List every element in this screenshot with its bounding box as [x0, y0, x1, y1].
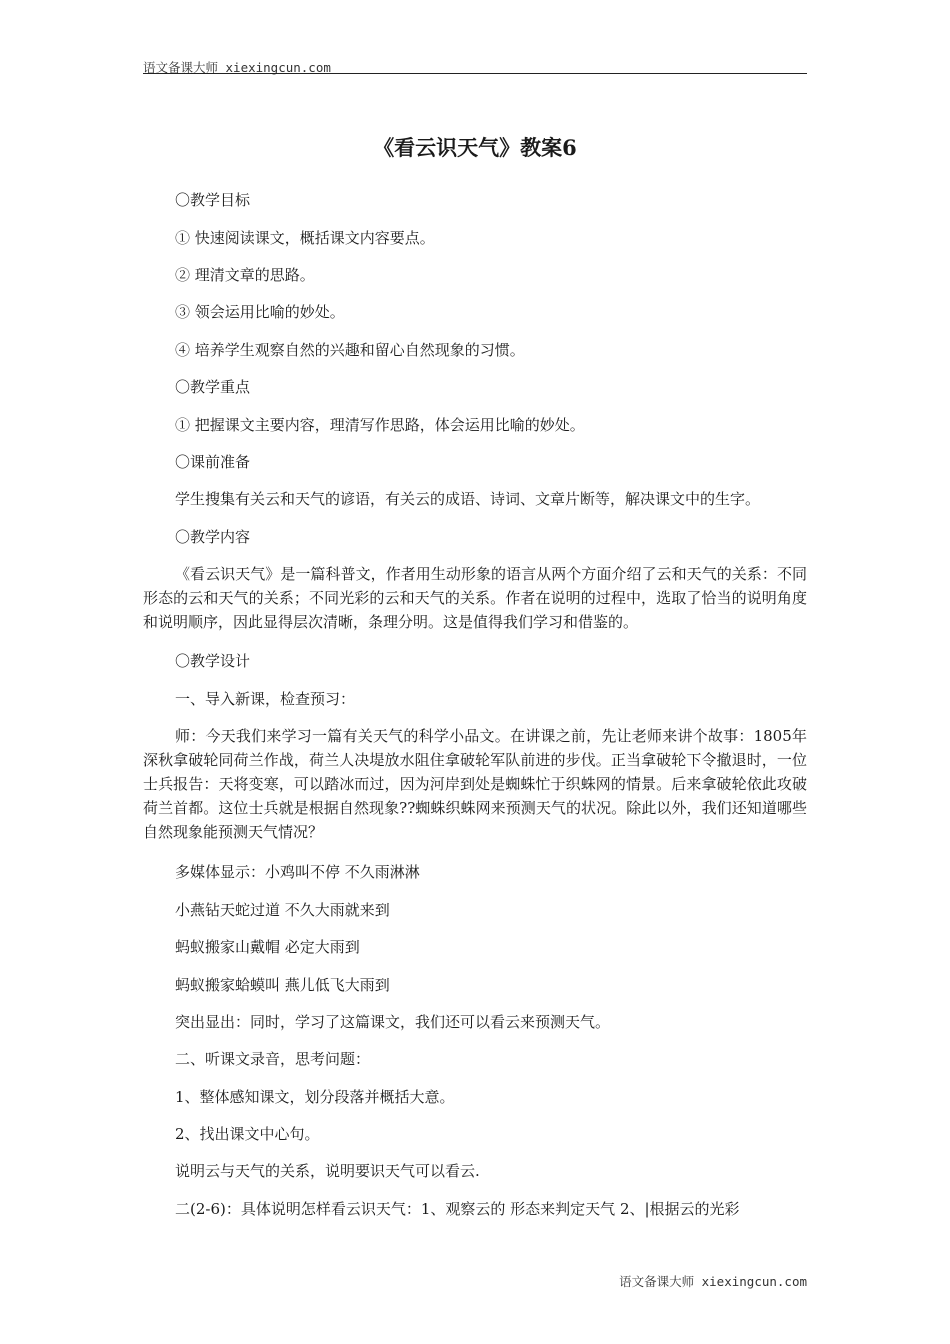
- question-item: 1、整体感知课文，划分段落并概括大意。: [175, 1088, 455, 1106]
- heading-teaching-content: 〇教学内容: [175, 528, 251, 546]
- goal-item: ② 理清文章的思路。: [175, 266, 315, 284]
- answer-text: 说明云与天气的关系，说明要识天气可以看云.: [175, 1162, 480, 1180]
- proverb-line: 蚂蚁搬家山戴帽 必定大雨到: [175, 938, 360, 956]
- heading-teaching-design: 〇教学设计: [175, 652, 251, 670]
- goal-item: ③ 领会运用比喻的妙处。: [175, 303, 345, 321]
- step-two-heading: 二、听课文录音，思考问题：: [175, 1050, 371, 1068]
- teacher-paragraph: 师：今天我们来学习一篇有关天气的科学小品文。在讲课之前，先让老师来讲个故事：1805年深秋拿破轮同荷兰作战，荷兰人决堤放水阻住拿破轮军队前进的步伐。正当拿破轮下令撤退时，一位士兵报告：天将变寒，可以踏冰而过，因为河岸到处是蜘蛛忙于织蛛网的情景。后来拿破轮依此攻破荷兰首都。这位士兵就是根据自然现象??蜘蛛织蛛网来预测天气的状况。除此以外，我们还知道哪些自然现象能预测天气情况？: [143, 727, 807, 841]
- goal-item: ④ 培养学生观察自然的兴趣和留心自然现象的习惯。: [175, 341, 525, 359]
- document-title: 《看云识天气》教案6: [373, 135, 577, 160]
- proverb-line: 蚂蚁搬家蛤蟆叫 燕儿低飞大雨到: [175, 976, 390, 994]
- preparation-text: 学生搜集有关云和天气的谚语，有关云的成语、诗词、文章片断等，解决课文中的生字。: [175, 490, 761, 508]
- goal-item: ① 快速阅读课文，概括课文内容要点。: [175, 229, 435, 247]
- key-point-item: ① 把握课文主要内容，理清写作思路，体会运用比喻的妙处。: [175, 416, 585, 434]
- heading-preparation: 〇课前准备: [175, 453, 251, 471]
- content-paragraph: 《看云识天气》是一篇科普文，作者用生动形象的语言从两个方面介绍了云和天气的关系：不同形态的云和天气的关系；不同光彩的云和天气的关系。作者在说明的过程中，选取了恰当的说明角度和说明顺序，因此显得层次清晰，条理分明。这是值得我们学习和借鉴的。: [143, 565, 807, 631]
- step-one-heading: 一、导入新课，检查预习：: [175, 690, 356, 708]
- proverb-line: 小燕钻天蛇过道 不久大雨就来到: [175, 901, 390, 919]
- heading-key-points: 〇教学重点: [175, 378, 251, 396]
- part-two-text: 二(2-6)：具体说明怎样看云识天气：1、观察云的 形态来判定天气 2、|根据云的光彩: [175, 1200, 740, 1218]
- highlight-text: 突出显出：同时，学习了这篇课文，我们还可以看云来预测天气。: [175, 1013, 611, 1031]
- header-divider: [143, 73, 807, 74]
- heading-teaching-goals: 〇教学目标: [175, 191, 251, 209]
- page-footer: 语文备课大师 xiexingcun.com: [619, 1274, 807, 1289]
- question-item: 2、找出课文中心句。: [175, 1125, 320, 1143]
- proverb-line: 多媒体显示：小鸡叫不停 不久雨淋淋: [175, 863, 420, 881]
- page-header: 语文备课大师 xiexingcun.com: [143, 60, 331, 75]
